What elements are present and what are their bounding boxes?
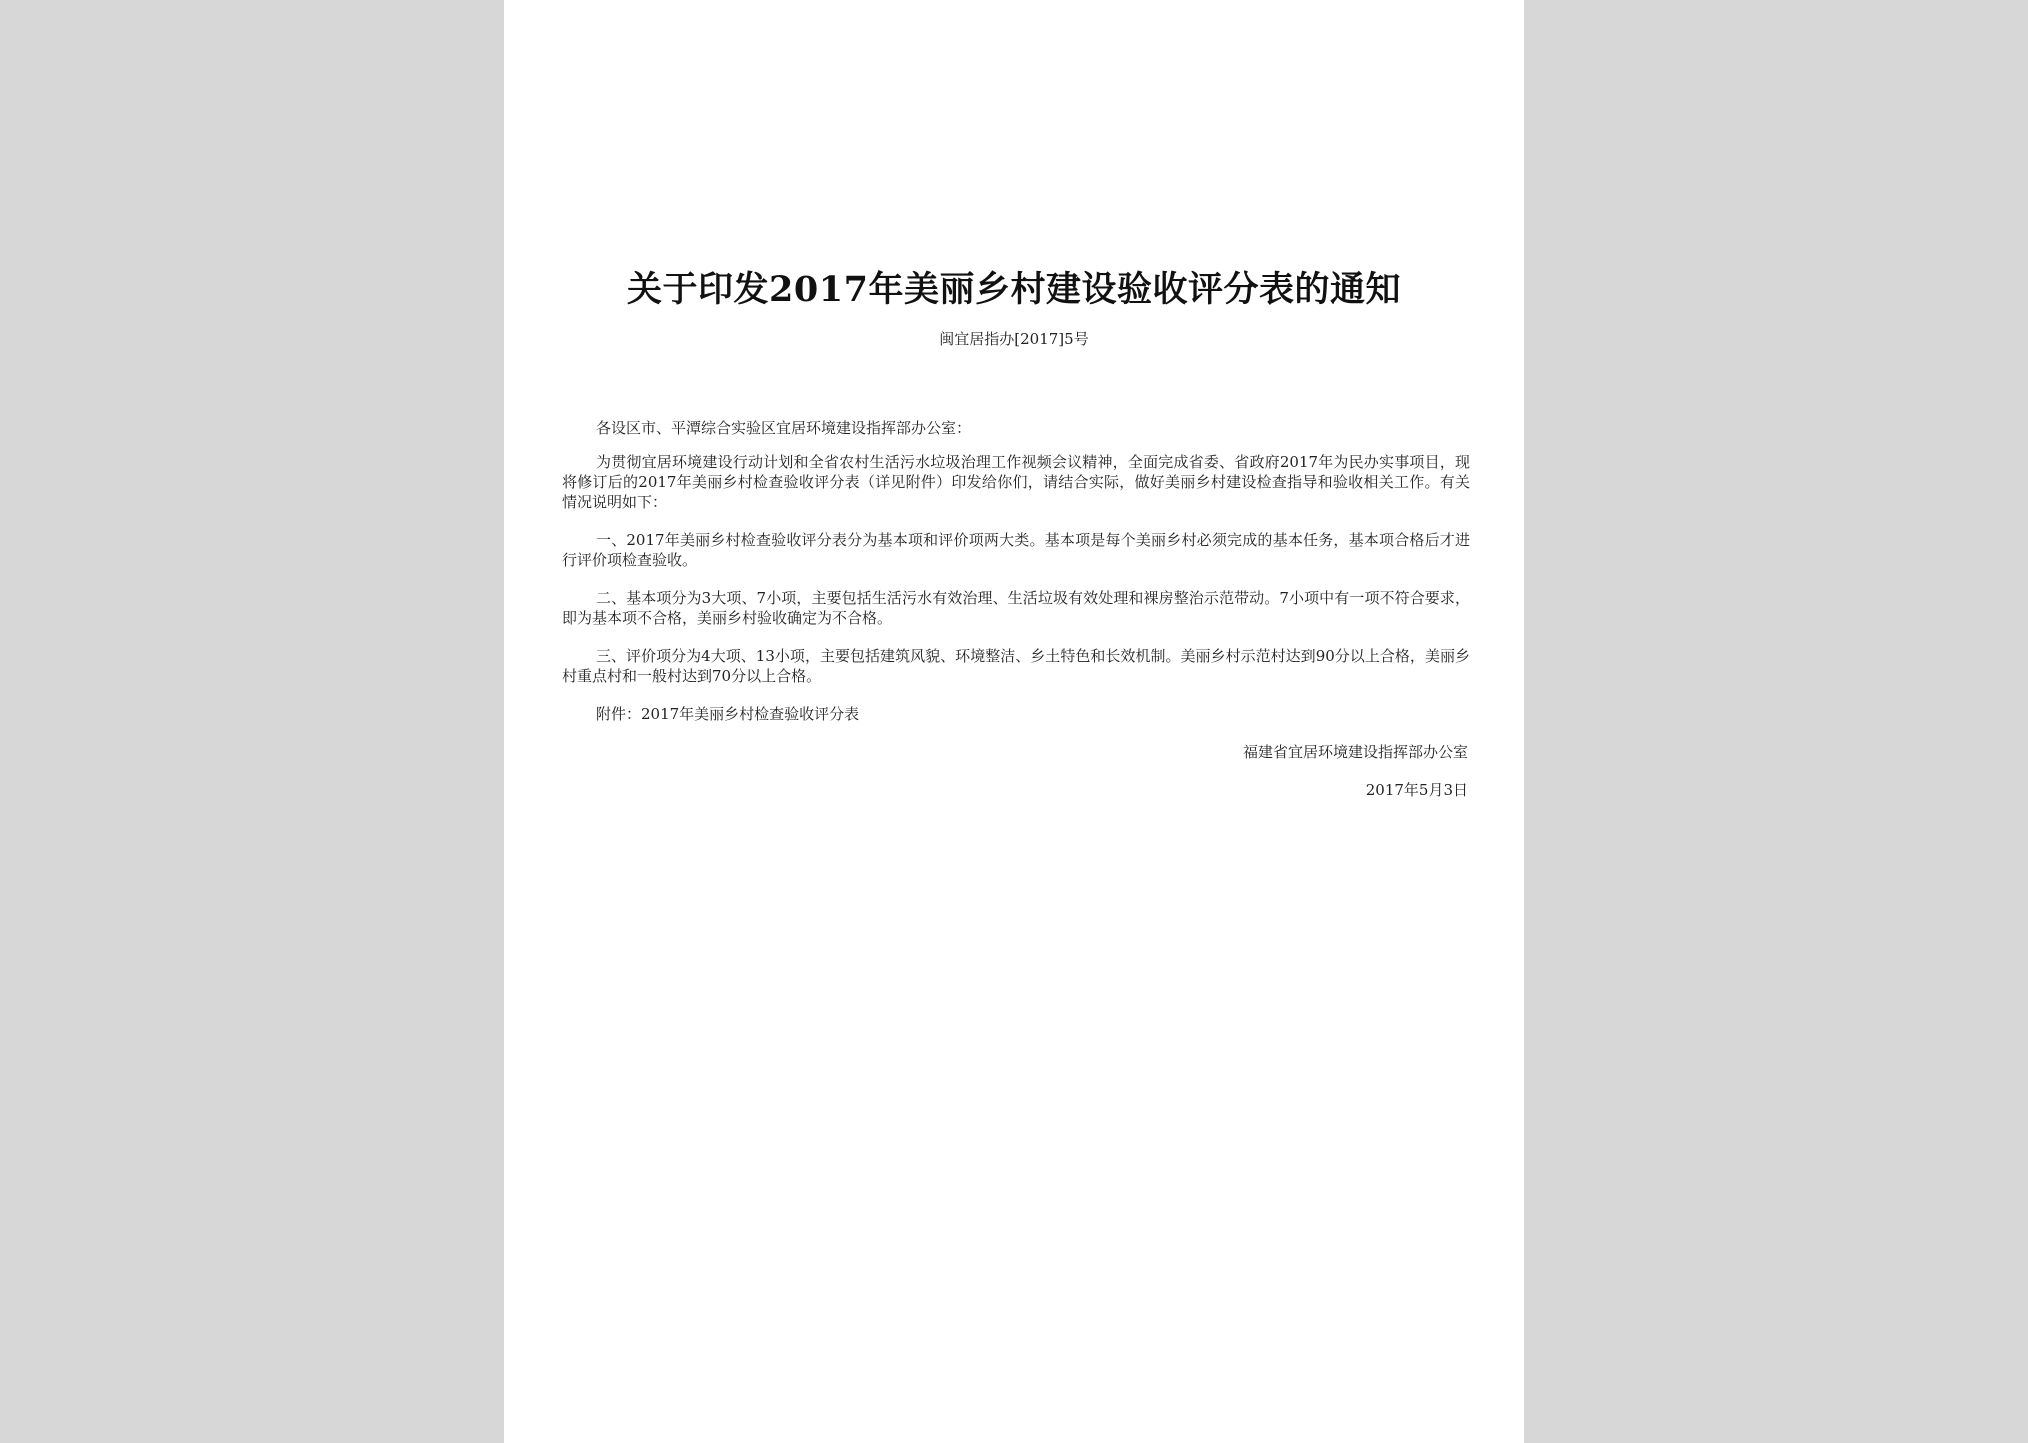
- document-body: [562, 418, 1470, 742]
- greeting-line: 各设区市、平潭综合实验区宜居环境建设指挥部办公室：: [596, 419, 972, 437]
- paragraph-item-3: 三、评价项分为4大项、13小项，主要包括建筑风貌、环境整洁、乡土特色和长效机制。美丽乡村示范村达到90分以上合格，美丽乡村重点村和一般村达到70分以上合格。: [562, 647, 1470, 685]
- document-date: 2017年5月3日: [1365, 781, 1468, 799]
- document-title: 关于印发2017年美丽乡村建设验收评分表的通知: [627, 269, 1401, 310]
- paragraph-intro: 为贯彻宜居环境建设行动计划和全省农村生活污水垃圾治理工作视频会议精神，全面完成省委、省政府2017年为民办实事项目，现将修订后的2017年美丽乡村检查验收评分表（详见附件）印发给你们，请结合实际，做好美丽乡村建设检查指导和验收相关工作。有关情况说明如下：: [562, 453, 1470, 511]
- paragraph-item-2: 二、基本项分为3大项、7小项，主要包括生活污水有效治理、生活垃圾有效处理和裸房整治示范带动。7小项中有一项不符合要求，即为基本项不合格，美丽乡村验收确定为不合格。: [562, 589, 1470, 627]
- document-number: 闽宜居指办[2017]5号: [939, 330, 1089, 348]
- signer-name: 福建省宜居环境建设指挥部办公室: [1242, 743, 1468, 761]
- attachment-line: 附件：2017年美丽乡村检查验收评分表: [596, 705, 860, 723]
- document-page: [504, 0, 1524, 1443]
- paragraph-item-1: 一、2017年美丽乡村检查验收评分表分为基本项和评价项两大类。基本项是每个美丽乡村必须完成的基本任务，基本项合格后才进行评价项检查验收。: [562, 531, 1470, 569]
- signature-block: [1243, 742, 1468, 818]
